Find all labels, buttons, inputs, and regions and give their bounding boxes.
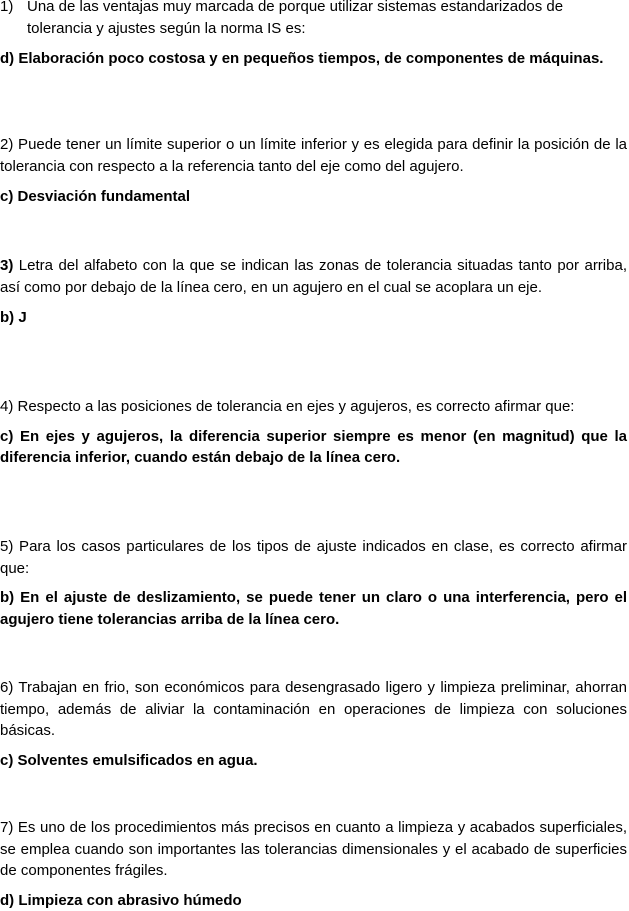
question-4 — [0, 396, 627, 469]
question-6-text: 6) Trabajan en frio, son económicos para desengrasado ligero y limpieza preliminar, ahorran tiempo, además de aliviar la contaminación en operaciones de limpieza con soluciones básicas. — [0, 679, 627, 739]
question-5 — [0, 536, 627, 630]
question-3 — [0, 255, 627, 329]
question-4-answer: c) En ejes y agujeros, la diferencia superior siempre es menor (en magnitud) que la diferencia inferior, cuando están debajo de la línea cero. — [0, 427, 627, 466]
question-3-text — [0, 255, 627, 298]
question-2-text: 2) Puede tener un límite superior o un límite inferior y es elegida para definir la posición de la tolerancia con respecto a la referencia tanto del eje como del agujero. — [0, 136, 627, 175]
question-2 — [0, 134, 627, 208]
question-7 — [0, 817, 627, 911]
question-7-text: 7) Es uno de los procedimientos más precisos en cuanto a limpieza y acabados superficiales, se emplea cuando son importantes las tolerancias dimensionales y el acabado de superficies de componentes frágiles. — [0, 819, 627, 879]
question-5-answer: b) En el ajuste de deslizamiento, se puede tener un claro o una interferencia, pero el agujero tiene tolerancias arriba de la línea cero. — [0, 589, 627, 628]
question-6 — [0, 677, 627, 771]
question-7-answer: d) Limpieza con abrasivo húmedo — [0, 891, 242, 909]
question-3-body: Letra del alfabeto con la que se indican las zonas de tolerancia situadas tanto por arriba, así como por debajo de la línea cero, en un agujero en el cual se acoplara un eje. — [0, 257, 627, 296]
question-6-answer: c) Solventes emulsificados en agua. — [0, 751, 258, 769]
question-5-text: 5) Para los casos particulares de los tipos de ajuste indicados en clase, es correcto afirmar que: — [0, 538, 627, 577]
question-3-number: 3) — [0, 257, 14, 274]
question-1-prompt — [0, 0, 627, 39]
question-1-answer: d) Elaboración poco costosa y en pequeños tiempos, de componentes de máquinas. — [0, 50, 604, 67]
question-4-text: 4) Respecto a las posiciones de tolerancia en ejes y agujeros, es correcto afirmar que: — [0, 398, 575, 415]
question-2-answer: c) Desviación fundamental — [0, 188, 191, 205]
question-3-answer: b) J — [0, 309, 27, 326]
question-1 — [0, 0, 627, 70]
question-1-number: 1) — [0, 0, 14, 15]
question-1-text: Una de las ventajas muy marcada de porque utilizar sistemas estandarizados de tolerancia y ajustes según la norma IS es: — [27, 0, 564, 37]
